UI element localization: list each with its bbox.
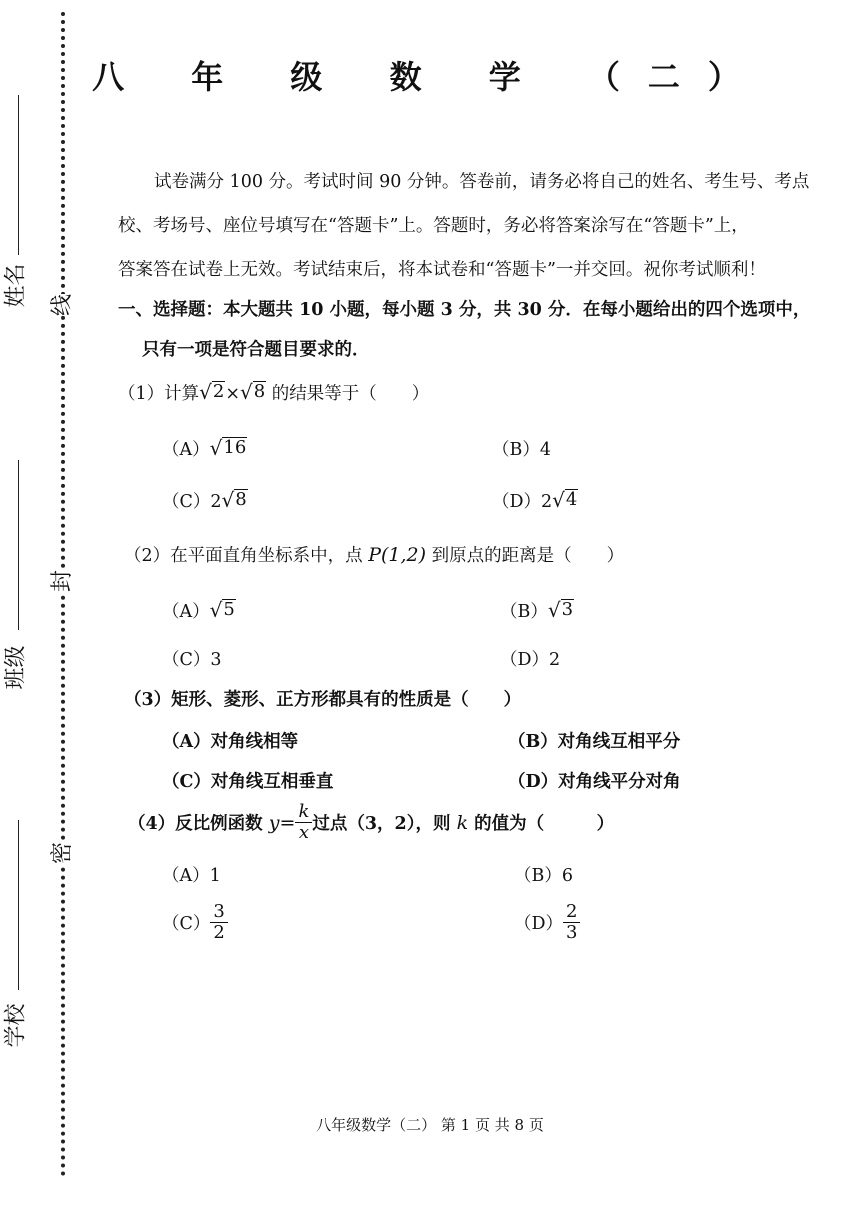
q1-prefix: （1）计算	[118, 384, 200, 404]
q4-option-c[interactable]: （C） $\frac{3}{2}$	[162, 902, 228, 943]
q3-option-c[interactable]: （C）对角线互相垂直	[162, 772, 334, 792]
question-3: （3）矩形、菱形、正方形都具有的性质是（ ）	[124, 690, 522, 710]
q4-y: y	[268, 811, 280, 834]
q2-point: P(1,2)	[368, 544, 427, 566]
q1-option-a[interactable]: （A） √ 16	[162, 436, 247, 460]
q3-option-a[interactable]: （A）对角线相等	[162, 732, 299, 752]
section-line-2: 只有一项是符合题目要求的．	[142, 340, 370, 360]
page-title: 八 年 级 数 学 （二）	[92, 58, 768, 96]
margin-mi: 密	[50, 841, 76, 865]
q1-suffix: 的结果等于（ ）	[271, 384, 430, 404]
q1-option-d[interactable]: （D）2 √ 4	[492, 488, 578, 512]
q2-option-a[interactable]: （A） √ 5	[162, 598, 235, 622]
q1-times: ×	[225, 384, 241, 404]
q2-option-c[interactable]: （C）3	[162, 650, 222, 670]
instructions-line: 试卷满分 100 分。考试时间 90 分钟。答卷前，请务必将自己的姓名、考生号、考点	[154, 172, 810, 192]
page-footer: 八年级数学（二） 第 1 页 共 8 页	[316, 1116, 544, 1134]
question-1	[118, 380, 429, 405]
q1-sqrt-1: √ 2	[199, 380, 225, 404]
q3-option-b[interactable]: （B）对角线互相平分	[508, 732, 681, 752]
q4-option-b[interactable]: （B）6	[514, 866, 574, 886]
instructions-line: 答案答在试卷上无效。考试结束后，将本试卷和“答题卡”一并交回。祝你考试顺利！	[118, 260, 766, 280]
q1-option-c[interactable]: （C）2 √ 8	[162, 488, 247, 512]
q4-k: k	[456, 811, 469, 834]
name-label: 姓名	[3, 263, 29, 308]
q4-eq: =	[279, 811, 296, 834]
name-blank-line	[18, 95, 19, 255]
q4-prefix: （4）反比例函数	[128, 814, 263, 834]
q2-suffix: 到原点的距离是（ ）	[431, 546, 625, 566]
binding-dotted-line	[61, 12, 65, 1177]
q2-prefix: （2）在平面直角坐标系中，点	[124, 546, 363, 566]
q2-option-b[interactable]: （B） √ 3	[500, 598, 574, 622]
q2-option-d[interactable]: （D）2	[500, 650, 561, 670]
q1-option-b[interactable]: （B）4	[492, 440, 552, 460]
question-4	[128, 802, 614, 843]
q4-option-a[interactable]: （A）1	[162, 866, 221, 886]
section-line-1: 一、选择题：本大题共 10 小题，每小题 3 分，共 30 分．在每小题给出的四个选项中，	[118, 300, 811, 320]
instructions	[118, 160, 828, 292]
school-label: 学校	[3, 1003, 29, 1048]
q4-mid: 过点（3，2），则	[312, 814, 451, 834]
q4-option-d[interactable]: （D） $\frac{2}{3}$	[514, 902, 580, 943]
question-2	[124, 542, 624, 567]
margin-xian: 线	[50, 293, 76, 317]
q1-sqrt-2: √ 8	[240, 380, 266, 404]
school-blank-line	[18, 820, 19, 990]
q3-option-d[interactable]: （D）对角线平分对角	[508, 772, 681, 792]
section-heading	[118, 290, 838, 370]
class-blank-line	[18, 460, 19, 630]
q4-suffix: 的值为（ ）	[474, 814, 615, 834]
instructions-line: 校、考场号、座位号填写在“答题卡”上。答题时，务必将答案涂写在“答题卡”上，	[118, 216, 749, 236]
margin-feng: 封	[50, 569, 76, 593]
class-label: 班级	[3, 645, 29, 690]
q4-fraction: $\frac{k}{x}$	[295, 802, 312, 843]
